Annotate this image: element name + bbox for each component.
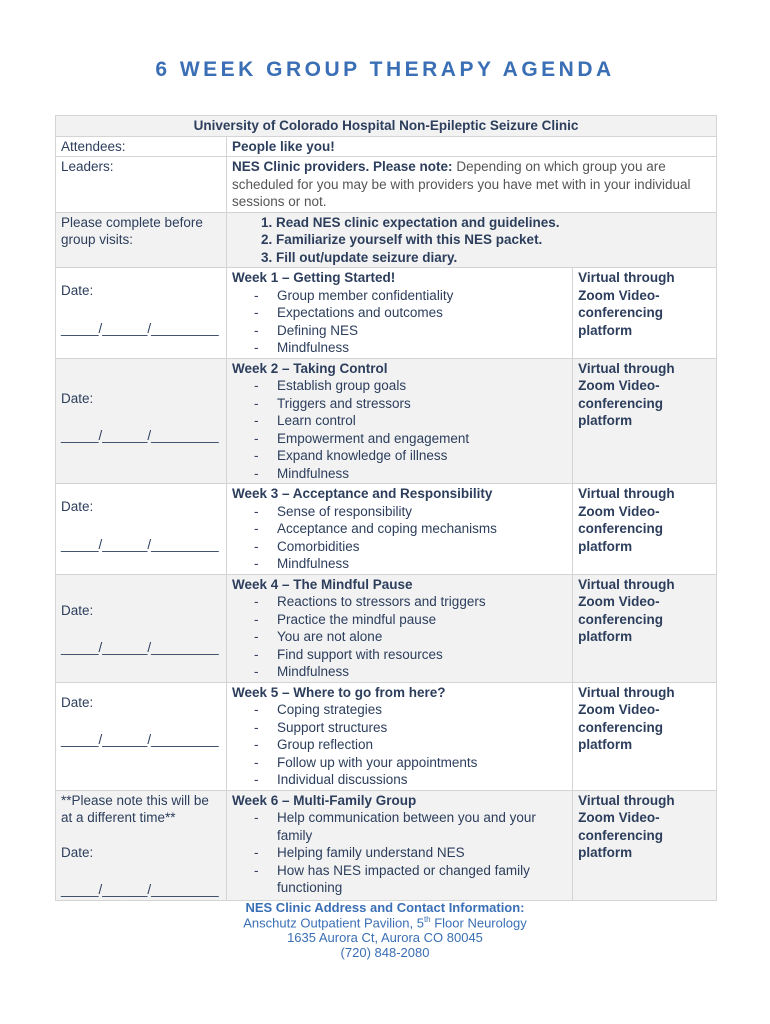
date-label: Date: (61, 844, 94, 860)
topic-item: - Learn control (232, 412, 567, 430)
virtual-note: Virtual through Zoom Video-conferencing platform (573, 574, 717, 682)
topic-item: - Establish group goals (232, 377, 567, 395)
week-content (226, 790, 572, 900)
date-blank: _____/______/_________ (61, 882, 219, 897)
agenda-table (55, 115, 717, 901)
virtual-note: Virtual through Zoom Video-conferencing platform (573, 484, 717, 575)
week-title: Week 4 – The Mindful Pause (231, 576, 413, 592)
week-title: Week 5 – Where to go from here? (231, 684, 446, 700)
header-row (56, 116, 717, 137)
virtual-note: Virtual through Zoom Video-conferencing platform (573, 790, 717, 900)
date-blank: _____/______/_________ (61, 320, 219, 336)
virtual-note: Virtual through Zoom Video-conferencing platform (573, 682, 717, 790)
date-cell (56, 682, 227, 790)
week-row (56, 358, 717, 484)
leaders-label: Leaders: (56, 157, 227, 213)
date-blank: _____/______/_________ (61, 428, 219, 443)
topic-item: - Expand knowledge of illness (232, 447, 567, 465)
week6-note: **Please note this will be at a different time** (61, 792, 209, 825)
address-part-b: Floor Neurology (430, 915, 527, 931)
pre-item: 2. Familiarize yourself with this NES packet. (276, 231, 711, 249)
virtual-note: Virtual through Zoom Video-conferencing platform (573, 358, 717, 484)
topic-item: - Acceptance and coping mechanisms (232, 520, 567, 538)
topic-item: - How has NES impacted or changed family functioning (232, 862, 567, 897)
contact-address-line1 (0, 915, 770, 930)
date-cell (56, 358, 227, 484)
week-title: Week 1 – Getting Started! (231, 270, 396, 285)
attendees-value: People like you! (226, 136, 716, 157)
attendees-row (56, 136, 717, 157)
topic-item: - Mindfulness (232, 555, 567, 573)
week-row (56, 268, 717, 359)
topic-list (232, 503, 567, 573)
topic-item: - Empowerment and engagement (232, 430, 567, 448)
date-cell (56, 574, 227, 682)
date-cell (56, 790, 227, 900)
week-content (226, 682, 572, 790)
date-blank: _____/______/_________ (61, 732, 219, 747)
week-content (226, 484, 572, 575)
topic-item: - Follow up with your appointments (232, 754, 567, 772)
topic-item: - Helping family understand NES (232, 844, 567, 862)
leaders-note-text: Depending on which group you are scheduled for you may be with providers you have met with in your individual sessions or not. (231, 159, 691, 209)
pre-item: 1. Read NES clinic expectation and guidelines. (276, 214, 711, 232)
date-label: Date: (61, 602, 94, 618)
date-label: Date: (61, 694, 94, 710)
contact-title: NES Clinic Address and Contact Information: (245, 900, 525, 915)
topic-item: - Triggers and stressors (232, 395, 567, 413)
topic-item: - You are not alone (232, 628, 567, 646)
address-part-a: Anschutz Outpatient Pavilion, 5 (243, 915, 424, 931)
leaders-row (56, 157, 717, 213)
page-title: 6 WEEK GROUP THERAPY AGENDA (155, 58, 615, 81)
attendees-label: Attendees: (56, 136, 227, 157)
topic-item: - Sense of responsibility (232, 503, 567, 521)
topic-item: - Support structures (232, 719, 567, 737)
topic-item: - Individual discussions (232, 771, 567, 789)
week-row (56, 682, 717, 790)
week-row (56, 790, 717, 900)
topic-item: - Help communication between you and your family (232, 809, 567, 844)
date-blank: _____/______/_________ (61, 536, 219, 552)
topic-item: - Group member confidentiality (232, 287, 567, 305)
date-blank: _____/______/_________ (61, 640, 219, 655)
topic-item: - Group reflection (232, 736, 567, 754)
topic-list (232, 593, 567, 681)
week-content (226, 268, 572, 359)
pre-item: 3. Fill out/update seizure diary. (276, 249, 711, 267)
topic-list (232, 287, 567, 357)
topic-item: - Mindfulness (232, 663, 567, 681)
topic-item: - Practice the mindful pause (232, 611, 567, 629)
virtual-note: Virtual through Zoom Video-conferencing platform (573, 268, 717, 359)
topic-item: - Defining NES (232, 322, 567, 340)
pre-label: Please complete before group visits: (56, 212, 227, 268)
topic-item: - Comorbidities (232, 538, 567, 556)
week-content (226, 574, 572, 682)
week-content (226, 358, 572, 484)
pre-list (232, 214, 711, 267)
clinic-header: University of Colorado Hospital Non-Epileptic Seizure Clinic (56, 116, 717, 137)
address-superscript: th (423, 915, 431, 924)
week-title: Week 6 – Multi-Family Group (231, 792, 417, 808)
date-label: Date: (61, 283, 94, 298)
topic-list (232, 377, 567, 482)
contact-phone: (720) 848-2080 (340, 945, 430, 961)
topic-item: - Mindfulness (232, 339, 567, 357)
topic-item: - Expectations and outcomes (232, 304, 567, 322)
date-cell (56, 268, 227, 359)
date-label: Date: (61, 499, 94, 514)
contact-footer (0, 900, 770, 960)
contact-address-line2: 1635 Aurora Ct, Aurora CO 80045 (287, 930, 483, 946)
pre-row (56, 212, 717, 268)
topic-item: - Reactions to stressors and triggers (232, 593, 567, 611)
topic-item: - Mindfulness (232, 465, 567, 483)
week-title: Week 3 – Acceptance and Responsibility (231, 486, 493, 501)
topic-item: - Coping strategies (232, 701, 567, 719)
week-row (56, 574, 717, 682)
topic-list (232, 809, 567, 897)
topic-list (232, 701, 567, 789)
pre-list-cell (226, 212, 716, 268)
leaders-value (226, 157, 716, 213)
date-label: Date: (61, 390, 94, 406)
date-cell (56, 484, 227, 575)
leaders-note-bold: NES Clinic providers. Please note: (231, 159, 453, 174)
topic-item: - Find support with resources (232, 646, 567, 664)
week-row (56, 484, 717, 575)
week-title: Week 2 – Taking Control (231, 360, 388, 376)
